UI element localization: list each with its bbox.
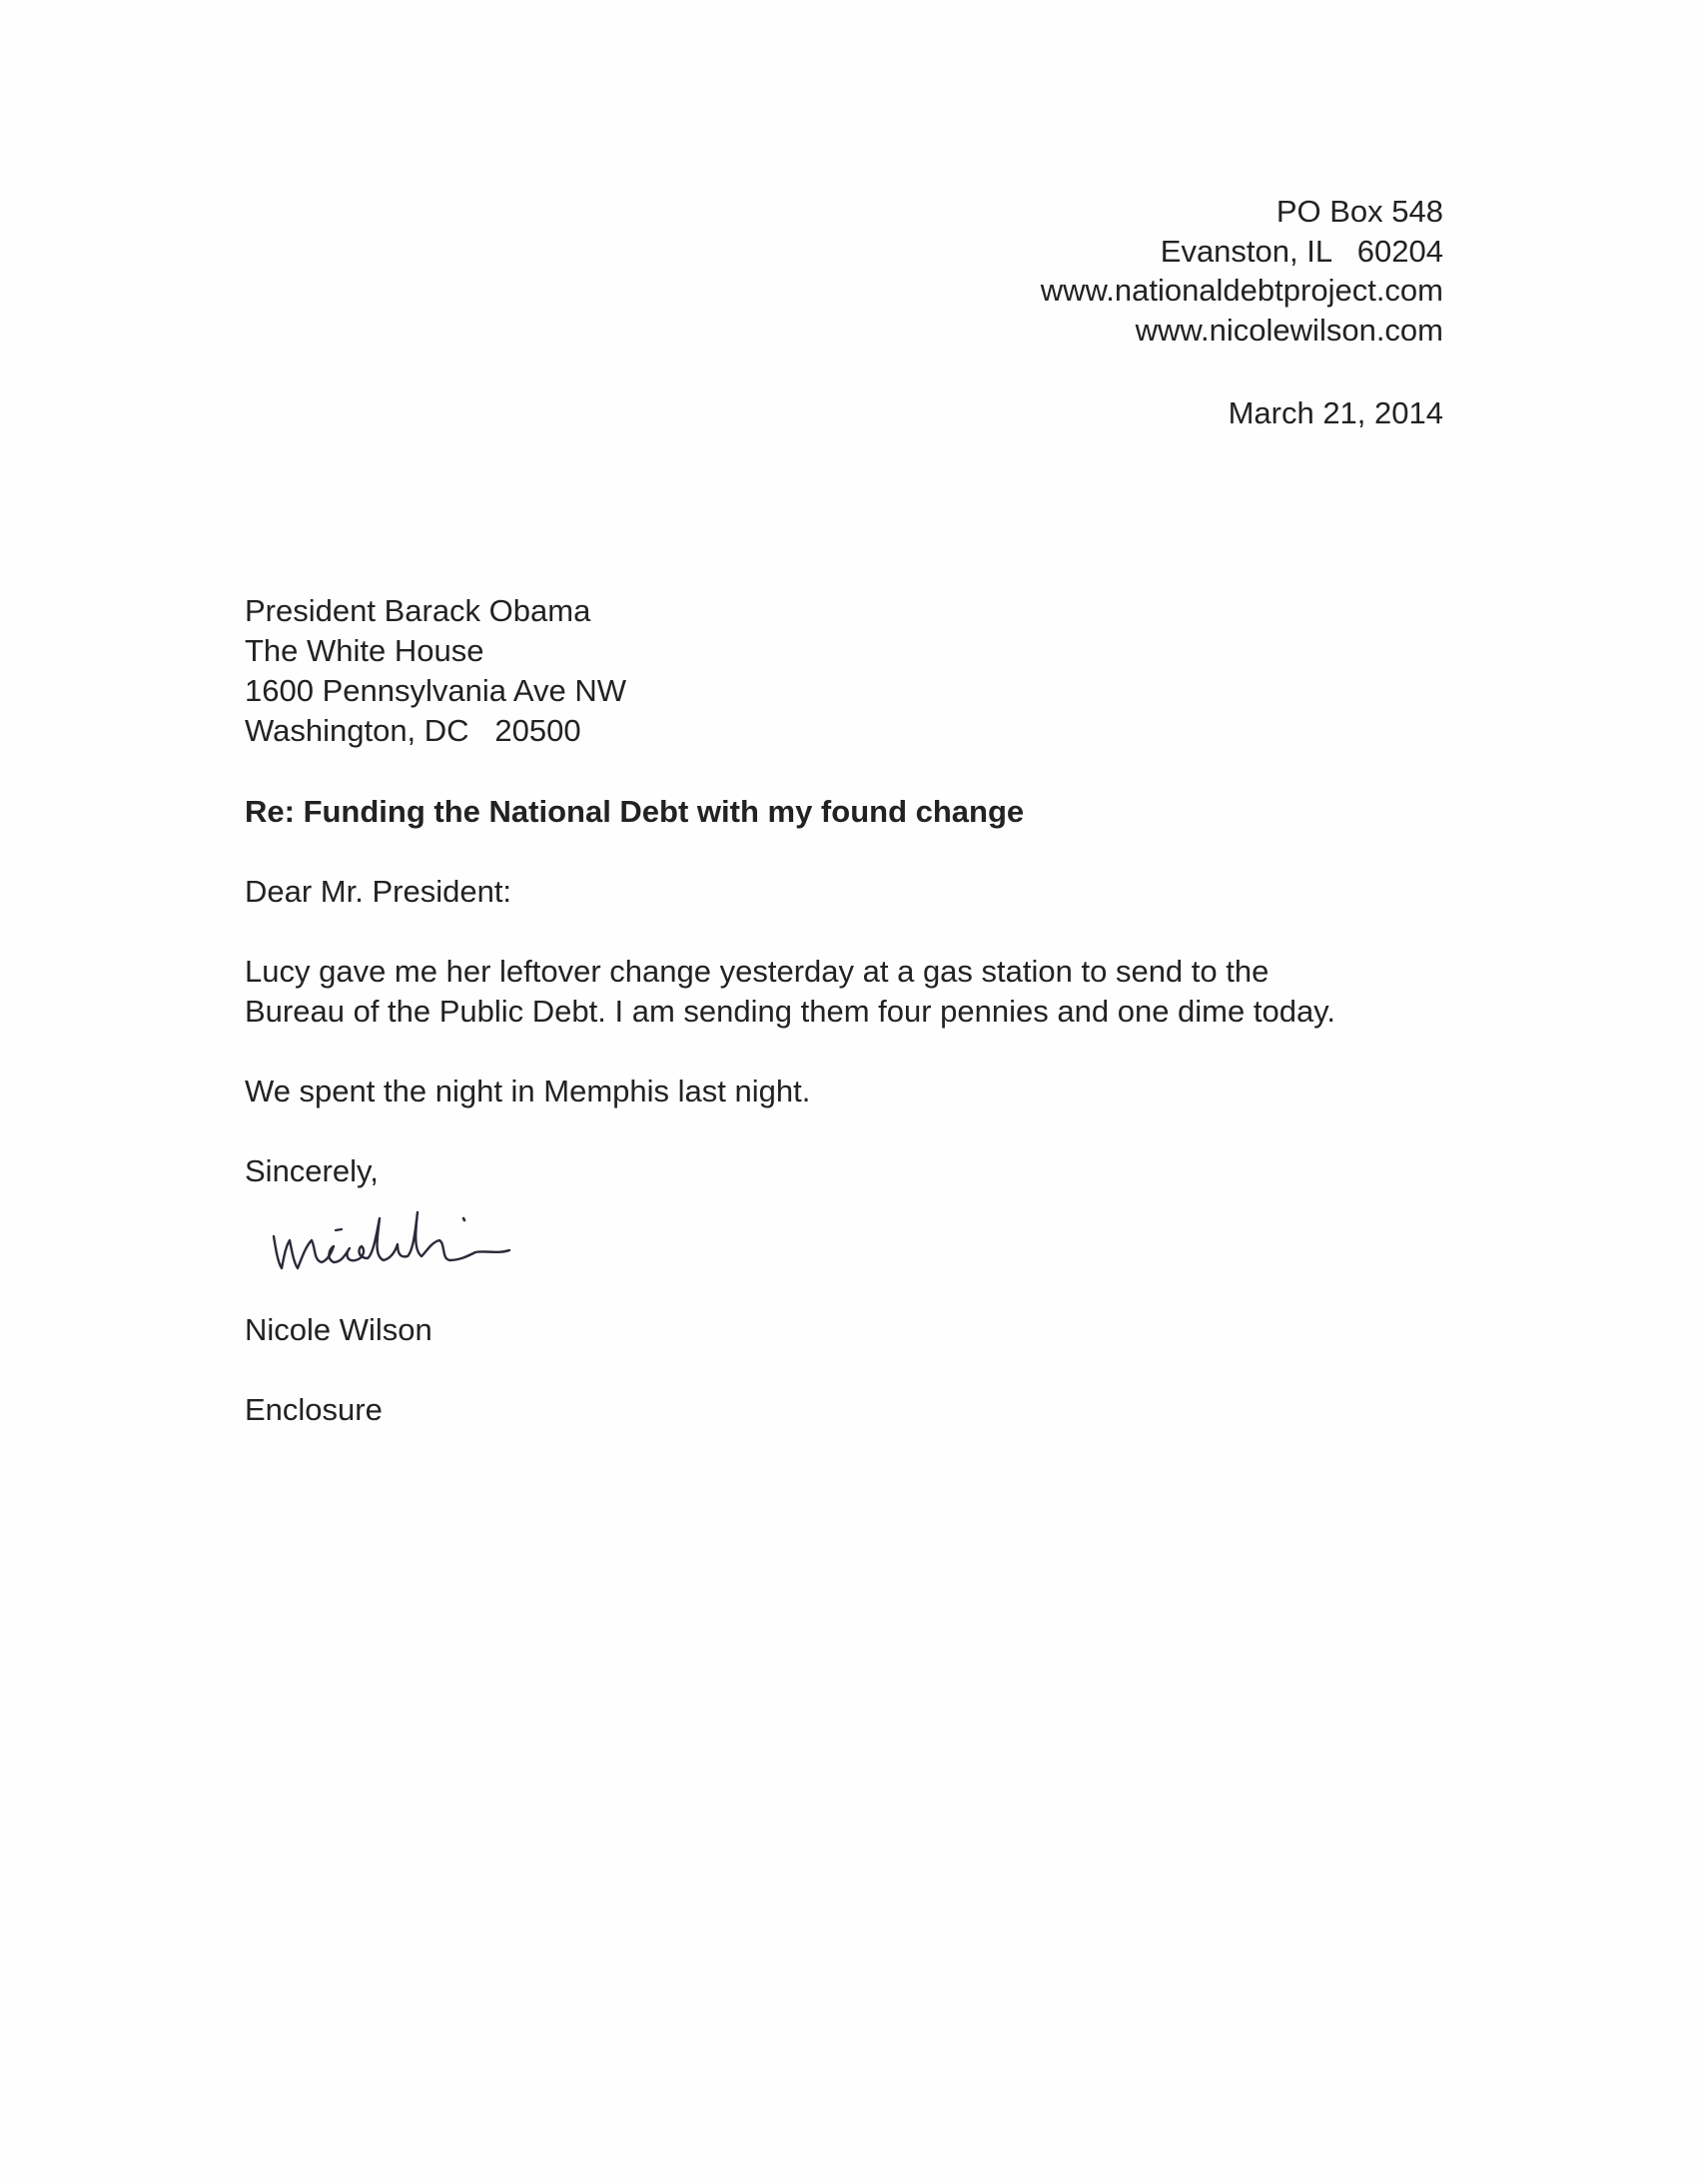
body-paragraph-1-line-2: Bureau of the Public Debt. I am sending them four pennies and one dime today. <box>245 994 1335 1029</box>
closing: Sincerely, <box>245 1153 379 1188</box>
handwritten-signature <box>262 1188 551 1278</box>
letter-date: March 21, 2014 <box>1228 395 1443 430</box>
recipient-name: President Barack Obama <box>245 593 591 628</box>
body-paragraph-1-line-1: Lucy gave me her leftover change yesterday at a gas station to send to the <box>245 954 1270 989</box>
sender-website-1: www.nationaldebtproject.com <box>1040 273 1443 308</box>
enclosure-notation: Enclosure <box>245 1392 383 1427</box>
body-paragraph-1 <box>245 952 1335 1032</box>
recipient-address-block <box>245 591 626 751</box>
salutation: Dear Mr. President: <box>245 874 512 909</box>
recipient-organization: The White House <box>245 633 484 668</box>
sender-address-block <box>1041 192 1443 350</box>
sender-website-2: www.nicolewilson.com <box>1135 312 1443 348</box>
sender-city-state-zip: Evanston, IL 60204 <box>1160 233 1443 269</box>
body-paragraph-2: We spent the night in Memphis last night. <box>245 1074 811 1108</box>
recipient-street: 1600 Pennsylvania Ave NW <box>245 673 626 708</box>
recipient-city-state-zip: Washington, DC 20500 <box>245 713 581 748</box>
sender-po-box: PO Box 548 <box>1275 194 1443 229</box>
subject-line: Re: Funding the National Debt with my found change <box>245 794 1025 829</box>
signer-name: Nicole Wilson <box>245 1312 432 1347</box>
